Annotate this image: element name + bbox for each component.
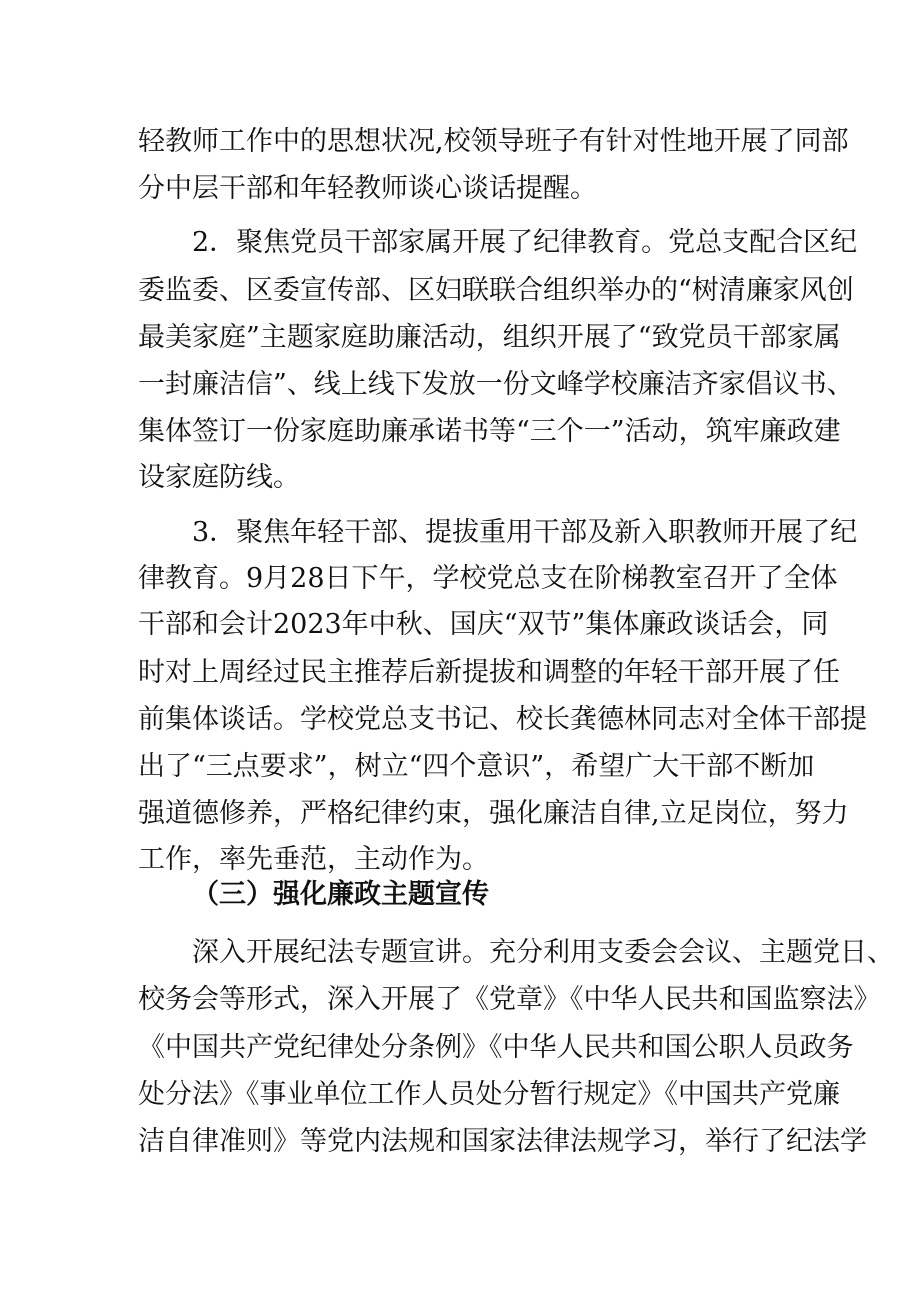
- text-line: 轻教师工作中的思想状况,校领导班子有针对性地开展了同部: [138, 126, 849, 157]
- text-line: 最美家庭”主题家庭助廉活动，组织开展了“致党员干部家属: [138, 322, 841, 353]
- text-line: 设家庭防线。: [138, 462, 300, 493]
- text-line: 干部和会计2023年中秋、国庆“双节”集体廉政谈话会，同: [138, 609, 829, 640]
- text-line: 深入开展纪法专题宣讲。充分利用支委会会议、主题党日、: [192, 937, 894, 968]
- text-line: 出了“三点要求”，树立“四个意识”，希望广大干部不断加: [138, 751, 815, 782]
- text-line: 律教育。9月28日下午，学校党总支在阶梯教室召开了全体: [138, 563, 838, 594]
- text-line: 3．聚焦年轻干部、提拔重用干部及新入职教师开展了纪: [192, 517, 858, 548]
- text-line: 时对上周经过民主推荐后新提拔和调整的年轻干部开展了任: [138, 657, 840, 688]
- text-line: 分中层干部和年轻教师谈心谈话提醒。: [138, 173, 597, 204]
- text-line: 处分法》《事业单位工作人员处分暂行规定》《中国共产党廉: [138, 1079, 840, 1110]
- text-line: 2．聚焦党员干部家属开展了纪律教育。党总支配合区纪: [192, 227, 858, 258]
- text-line: 集体签订一份家庭助廉承诺书等“三个一”活动，筑牢廉政建: [138, 416, 841, 447]
- text-line: 工作，率先垂范，主动作为。: [138, 844, 489, 875]
- text-line: 强道德修养，严格纪律约束，强化廉洁自律,立足岗位，努力: [138, 798, 849, 829]
- section-heading: （三）强化廉政主题宣传: [192, 879, 489, 910]
- text-line: 前集体谈话。学校党总支书记、校长龚德林同志对全体干部提: [138, 704, 867, 735]
- text-line: 洁自律准则》等党内法规和国家法律法规学习，举行了纪法学: [138, 1126, 867, 1157]
- text-line: 委监委、区委宣传部、区妇联联合组织举办的“树清廉家风创: [138, 275, 854, 306]
- text-line: 校务会等形式，深入开展了《党章》《中华人民共和国监察法》: [138, 984, 881, 1015]
- text-line: 《中国共产党纪律处分条例》《中华人民共和国公职人员政务: [138, 1032, 854, 1063]
- text-line: 一封廉洁信”、线上线下发放一份文峰学校廉洁齐家倡议书、: [138, 369, 854, 400]
